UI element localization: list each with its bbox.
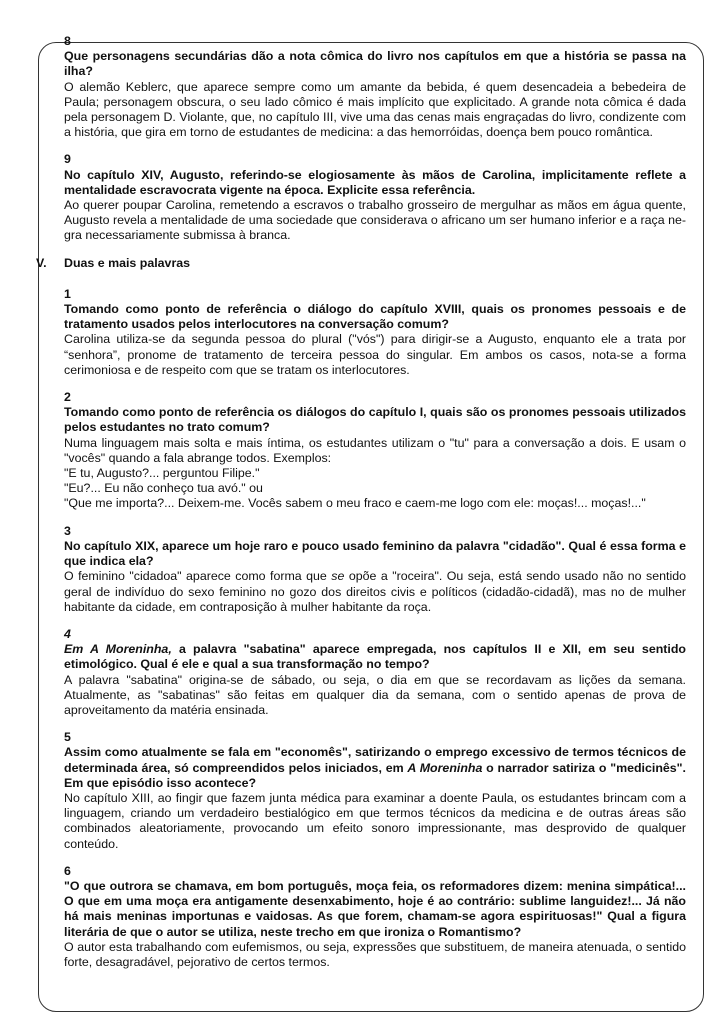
- answer-text: A palavra "sabatina" origina-se de sábado, ou seja, o dia em que se recordavam as lições da semana. Atualmente, as "sabatinas" são feitas em qualquer dia da semana, com o sentido apenas de prova de aproveitamento da matéria ensinada.: [64, 672, 686, 717]
- question-number: 9: [64, 152, 71, 167]
- question-text: [64, 745, 686, 791]
- question-text: "O que outrora se chamava, em bom português, moça feia, os reformadores dizem: menina simpática!... O que em uma moça era antigamente desenxabimento, hoje é ao contrário: sublime languidez!... Já não há mais meninas importunas e vaidosas. As que forem, chamam-se agora espirituosas!" Qual a figura literária de que o autor se utiliza, neste trecho em que ironiza o Romantismo?: [64, 878, 686, 939]
- question-number: 2: [64, 390, 71, 405]
- question-number: 8: [64, 34, 71, 48]
- question-text: [64, 642, 686, 672]
- section-number: V.: [36, 255, 47, 270]
- question-number: 5: [64, 730, 71, 745]
- question-number: 4: [64, 626, 71, 641]
- question-emphasis: Em A Moreninha,: [64, 642, 172, 657]
- question-number: 6: [64, 863, 71, 878]
- question-block-3: [64, 524, 686, 615]
- question-part: a palavra "sabatina" aparece empregada, nos capítulos II e XII, em seu sentido etimológico. Qual é ele e qual a sua transformação no tempo?: [64, 642, 686, 672]
- question-number: 1: [64, 286, 71, 301]
- question-text: No capítulo XIV, Augusto, referindo-se elogiosamente às mãos de Carolina, implicitamente reflete a mentalidade escravocrata vigente na época. Explicite essa referência.: [64, 167, 686, 197]
- question-block-2: [64, 390, 686, 512]
- question-part: Assim como atualmente se fala em "economês", satirizando o emprego excessivo de termos técnicos de determinada área, só compreendidos pelos iniciados, em: [64, 745, 686, 775]
- question-emphasis: A Moreninha: [407, 760, 483, 775]
- answer-text: [64, 436, 686, 512]
- answer-line: "Que me importa?... Deixem-me. Vocês sabem o meu fraco e caem-me logo com ele: moças!... moças!...": [64, 496, 646, 511]
- section-title: Duas e mais palavras: [64, 255, 191, 270]
- question-block-5: [64, 730, 686, 852]
- answer-line: Numa linguagem mais solta e mais íntima, os estudantes utilizam o "tu" para a conversação a dois. E usam o "vocês" quando a fala abrange todos. Exemplos:: [64, 435, 686, 465]
- answer-line: "Eu?... Eu não conheço tua avó." ou: [64, 481, 263, 496]
- question-block-1: [64, 287, 686, 378]
- question-text: Tomando como ponto de referência o diálogo do capítulo XVIII, quais os pronomes pessoais e de tratamento usados pelos interlocutores na conversação comum?: [64, 302, 686, 332]
- answer-text: No capítulo XIII, ao fingir que fazem junta médica para examinar a doente Paula, os estudantes brincam com a linguagem, criando um verdadeiro bestialógico em que termos técnicos da medicina e de outras áreas são combinados aleatoriamente, provocando um efeito sonoro impressionante, mas desprovido de qualquer conteúdo.: [64, 790, 686, 851]
- question-text: Tomando como ponto de referência os diálogos do capítulo I, quais são os pronomes pessoais utilizados pelos estudantes no trato comum?: [64, 405, 686, 435]
- answer-text: [64, 569, 686, 615]
- question-number: 3: [64, 523, 71, 538]
- answer-part: opõe a "roceira". Ou seja, está sendo usado não no sentido geral de indivíduo do sexo feminino no gozo dos direitos civis e políticos (cidadão-cidadã), mas no de mulher habitante da cidade, em contraposição à mulher habitante da roça.: [64, 569, 686, 614]
- question-text: Que personagens secundárias dão a nota cômica do livro nos capítulos em que a história se passa na ilha?: [64, 49, 686, 79]
- question-block-6: [64, 864, 686, 970]
- answer-line: "E tu, Augusto?... perguntou Filipe.": [64, 466, 260, 481]
- section-heading: [36, 256, 728, 271]
- answer-text: Ao querer poupar Carolina, remetendo a escravos o trabalho grosseiro de mergulhar as mãos em água quente, Augusto revela a mentalidade de uma sociedade que considerava o africano um ser humano inferior e a raça ne-gra necessariamente submissa à branca.: [64, 198, 686, 243]
- answer-emphasis: se: [331, 569, 345, 584]
- question-text: No capítulo XIX, aparece um hoje raro e pouco usado feminino da palavra "cidadão". Qual é essa forma e que indica ela?: [64, 538, 686, 569]
- answer-part: O feminino "cidadoa" aparece como forma que: [64, 569, 332, 584]
- document-body: [0, 34, 728, 982]
- question-part: o narrador satiriza o "medicinês". Em que episódio isso acontece?: [64, 760, 687, 790]
- answer-text: O alemão Keblerc, que aparece sempre como um amante da bebida, é quem desencadeia a bebedeira de Paula; personagem obscura, o seu lado cômico é mais implícito que explicitado. A grande nota cômica é dada pela personagem D. Violante, que, no capítulo III, vive uma das cenas mais engraçadas do livro, condizente com a história, que gira em torno de estudantes de medicina: a das hemorróidas, doença bem pouco romântica.: [64, 79, 686, 140]
- answer-text: Carolina utiliza-se da segunda pessoa do plural ("vós") para dirigir-se a Augusto, enquanto ele a trata por “senhora”, pronome de tratamento de terceira pessoa do singular. Em ambos os casos, nota-se a forma cerimoniosa e de respeito com que se tratam os interlocutores.: [64, 332, 686, 377]
- answer-text: O autor esta trabalhando com eufemismos, ou seja, expressões que substituem, de maneira atenuada, o sentido forte, desagradável, pejorativo de certos termos.: [64, 939, 686, 969]
- question-block-4: [64, 627, 686, 718]
- question-block-8: [64, 34, 686, 140]
- question-block-9: [64, 152, 686, 243]
